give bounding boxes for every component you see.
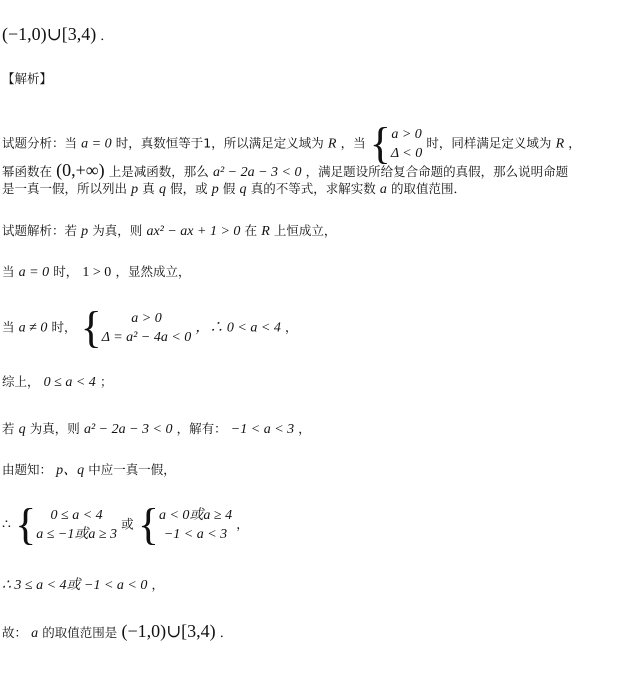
text: ； (99, 374, 113, 389)
math: 0 ≤ a < 4 (43, 375, 96, 390)
condition-system-2 (137, 500, 233, 549)
math: q (158, 182, 166, 197)
condition-system (369, 119, 423, 168)
left-brace: { (369, 119, 391, 168)
system-row: a > 0 (391, 127, 422, 142)
analysis-heading: 【解析】 (2, 71, 53, 86)
math: p (131, 182, 139, 197)
analysis-line-2 (2, 161, 568, 182)
text: 当 (2, 319, 15, 335)
math: q (239, 182, 247, 197)
system-row: Δ < 0 (390, 146, 423, 161)
text: 的取值范围是 (42, 625, 118, 640)
text: 当 (2, 264, 15, 279)
text: ，解有： (176, 421, 227, 436)
text: 假，或 (170, 181, 208, 196)
math: a ≠ 0 (18, 320, 48, 336)
system-row: −1 < a < 3 (163, 527, 228, 542)
math: R (555, 136, 565, 152)
text: 的取值范围． (390, 181, 466, 196)
answer-line (2, 25, 113, 46)
math: a = 0 (18, 265, 50, 280)
text: 时， (51, 319, 77, 335)
text: ， (236, 516, 249, 532)
system-rows (159, 506, 232, 544)
solution-line-5 (2, 420, 311, 439)
solution-line-9 (2, 622, 232, 643)
math: a² − 2a − 3 < 0 (212, 165, 302, 180)
text: 故： (2, 625, 28, 640)
math: ax² − ax + 1 > 0 (146, 224, 241, 239)
final-interval: (−1,0)∪[3,4) (121, 621, 216, 641)
solution-line-7 (2, 500, 249, 549)
math: −1 < a < 3 (230, 422, 295, 437)
math: a (379, 182, 387, 197)
text: 时，同样满足定义域为 (426, 135, 552, 151)
math: a = 0 (81, 136, 112, 152)
text: ，满足题设所给复合命题的真假，那么说明命题 (305, 164, 569, 179)
text: 是一真一假，所以列出 (2, 181, 128, 196)
text: ， (284, 319, 298, 335)
math: R (327, 136, 337, 152)
system-rows (391, 125, 422, 163)
text: ，显然成立， (115, 264, 191, 279)
text: 为真，则 (29, 421, 80, 436)
text: 试题解析：若 (2, 223, 78, 238)
system-row: a ≤ −1或a ≥ 3 (36, 527, 118, 542)
therefore-symbol: ∴ (2, 517, 11, 533)
text: 真 (142, 181, 155, 196)
solution-line-6 (2, 461, 176, 480)
math: a (31, 626, 39, 641)
text: 试题分析：当 (2, 135, 78, 151)
text: 在 (244, 223, 258, 238)
math: ∴ 3 ≤ a < 4或 −1 < a < 0 (2, 578, 148, 593)
text: 上恒成立， (273, 223, 337, 238)
system-row: Δ = a² − 4a < 0 (101, 330, 192, 345)
math: p、q (56, 463, 85, 478)
text: 综上， (2, 374, 40, 389)
math: p (81, 224, 89, 239)
condition-system-1 (15, 500, 118, 549)
left-brace: { (137, 500, 159, 549)
math: (0,+∞) (56, 160, 105, 180)
solution-line-2 (2, 263, 190, 282)
system-rows (102, 309, 192, 347)
system-row: a < 0或a ≥ 4 (158, 508, 233, 523)
text: ， (151, 577, 165, 592)
math: 1 > 0 (82, 265, 112, 280)
text: 真的不等式，求解实数 (250, 181, 376, 196)
text: 时，真数恒等于1，所以满足定义域为 (115, 135, 324, 151)
system-rows (36, 506, 117, 544)
math: R (261, 224, 270, 239)
text: 为真，则 (92, 223, 143, 238)
math: a² − 2a − 3 < 0 (83, 422, 173, 437)
solution-line-3 (2, 303, 298, 352)
text: ， (568, 135, 581, 151)
condition-system (80, 303, 192, 352)
text: 时， (53, 264, 79, 279)
text: 上是减函数，那么 (108, 164, 209, 179)
solution-line-4 (2, 373, 112, 392)
text: ， (298, 421, 311, 436)
text: 幂函数在 (2, 164, 53, 179)
text: ，当 (340, 135, 366, 151)
text: 假 (222, 181, 236, 196)
text: 若 (2, 421, 15, 436)
math: q (18, 422, 26, 437)
solution-line-8 (2, 576, 164, 595)
text: 由题知： (2, 462, 53, 477)
text: ． (219, 625, 233, 640)
math: p (211, 182, 219, 197)
system-row: 0 ≤ a < 4 (50, 508, 103, 523)
left-brace: { (15, 500, 37, 549)
solution-line-1 (2, 222, 336, 241)
text: 中应一真一假， (88, 462, 176, 477)
math: ，∴ 0 < a < 4 (195, 320, 281, 336)
left-brace: { (80, 303, 102, 352)
system-row: a > 0 (131, 311, 162, 326)
or-word: 或 (121, 516, 134, 532)
answer-period: ． (100, 28, 113, 43)
analysis-line-3 (2, 180, 466, 199)
answer-interval: (−1,0)∪[3,4) (2, 24, 97, 44)
